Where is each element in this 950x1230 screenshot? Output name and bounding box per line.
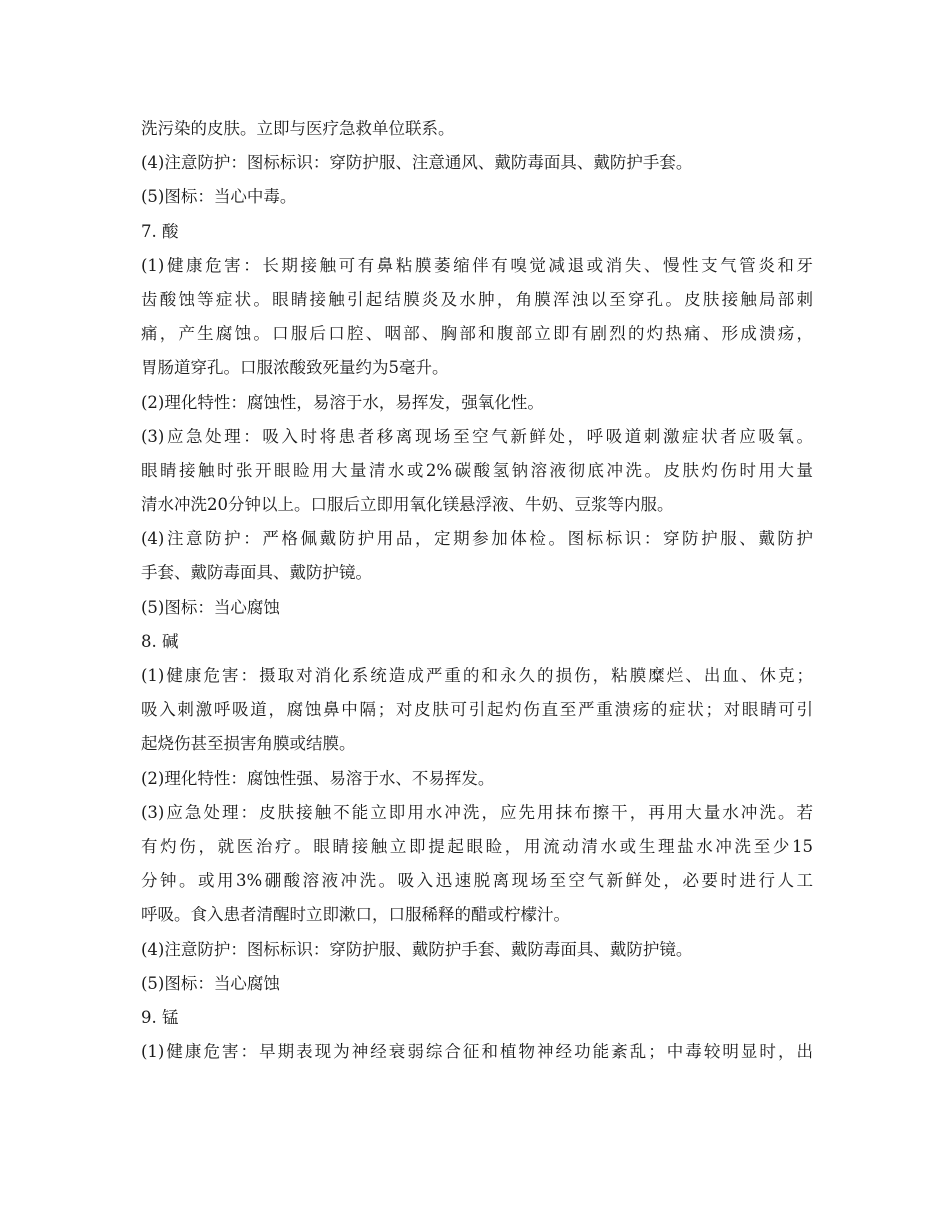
text-line: (3)应急处理：皮肤接触不能立即用水冲洗，应先用抹布擦干，再用大量水冲洗。若 <box>141 802 813 822</box>
text-line: (1)健康危害：摄取对消化系统造成严重的和永久的损伤，粘膜糜烂、出血、休克； <box>141 666 813 685</box>
text-line: (4)注意防护：图标标识：穿防护服、注意通风、戴防毒面具、戴防护手套。 <box>141 153 693 173</box>
document-body <box>141 112 813 1069</box>
text-line: 吸入刺激呼吸道，腐蚀鼻中隔；对皮肤可引起灼伤直至严重溃疡的症状；对眼睛可引 <box>141 700 813 720</box>
text-line: (2)理化特性：腐蚀性强、易溶于水、不易挥发。 <box>141 768 495 788</box>
text-line: (2)理化特性：腐蚀性，易溶于水，易挥发，强氧化性。 <box>141 392 544 412</box>
text-line: (1)健康危害：早期表现为神经衰弱综合征和植物神经功能紊乱；中毒较明显时，出 <box>141 1042 813 1062</box>
text-line: (3)应急处理：吸入时将患者移离现场至空气新鲜处，呼吸道刺激症状者应吸氧。 <box>141 426 813 446</box>
text-line: 胃肠道穿孔。口服浓酸致死量约为5毫升。 <box>141 358 449 378</box>
text-line: 手套、戴防毒面具、戴防护镜。 <box>141 563 372 583</box>
text-line: (5)图标：当心腐蚀 <box>141 973 280 993</box>
text-line: 有灼伤，就医治疗。眼睛接触立即提起眼睑，用流动清水或生理盐水冲洗至少15 <box>141 836 813 856</box>
text-line: (5)图标：当心腐蚀 <box>141 597 280 617</box>
text-line: 起烧伤甚至损害角膜或结膜。 <box>141 734 356 754</box>
text-line: 洗污染的皮肤。立即与医疗急救单位联系。 <box>141 119 455 138</box>
text-line: 眼睛接触时张开眼睑用大量清水或2%碳酸氢钠溶液彻底冲洗。皮肤灼伤时用大量 <box>141 460 813 480</box>
text-line: 痛，产生腐蚀。口服后口腔、咽部、胸部和腹部立即有剧烈的灼热痛、形成溃疡， <box>141 324 813 344</box>
section-heading-manganese: 9. 锰 <box>141 1007 179 1027</box>
text-line: 齿酸蚀等症状。眼睛接触引起结膜炎及水肿，角膜浑浊以至穿孔。皮肤接触局部刺 <box>141 289 813 309</box>
text-line: 呼吸。食入患者清醒时立即漱口，口服稀释的醋或柠檬汁。 <box>141 905 570 925</box>
text-line: (1)健康危害：长期接触可有鼻粘膜萎缩伴有嗅觉减退或消失、慢性支气管炎和牙 <box>141 255 813 275</box>
section-heading-alkali: 8. 碱 <box>141 631 179 651</box>
text-line: (4)注意防护：严格佩戴防护用品，定期参加体检。图标标识：穿防护服、戴防护 <box>141 529 813 549</box>
text-line: (4)注意防护：图标标识：穿防护服、戴防护手套、戴防毒面具、戴防护镜。 <box>141 939 693 959</box>
text-line: (5)图标：当心中毒。 <box>141 187 297 207</box>
text-line: 清水冲洗20分钟以上。口服后立即用氧化镁悬浮液、牛奶、豆浆等内服。 <box>141 495 674 515</box>
text-line: 分钟。或用3%硼酸溶液冲洗。吸入迅速脱离现场至空气新鲜处，必要时进行人工 <box>141 871 813 891</box>
section-heading-acid: 7. 酸 <box>141 221 179 241</box>
